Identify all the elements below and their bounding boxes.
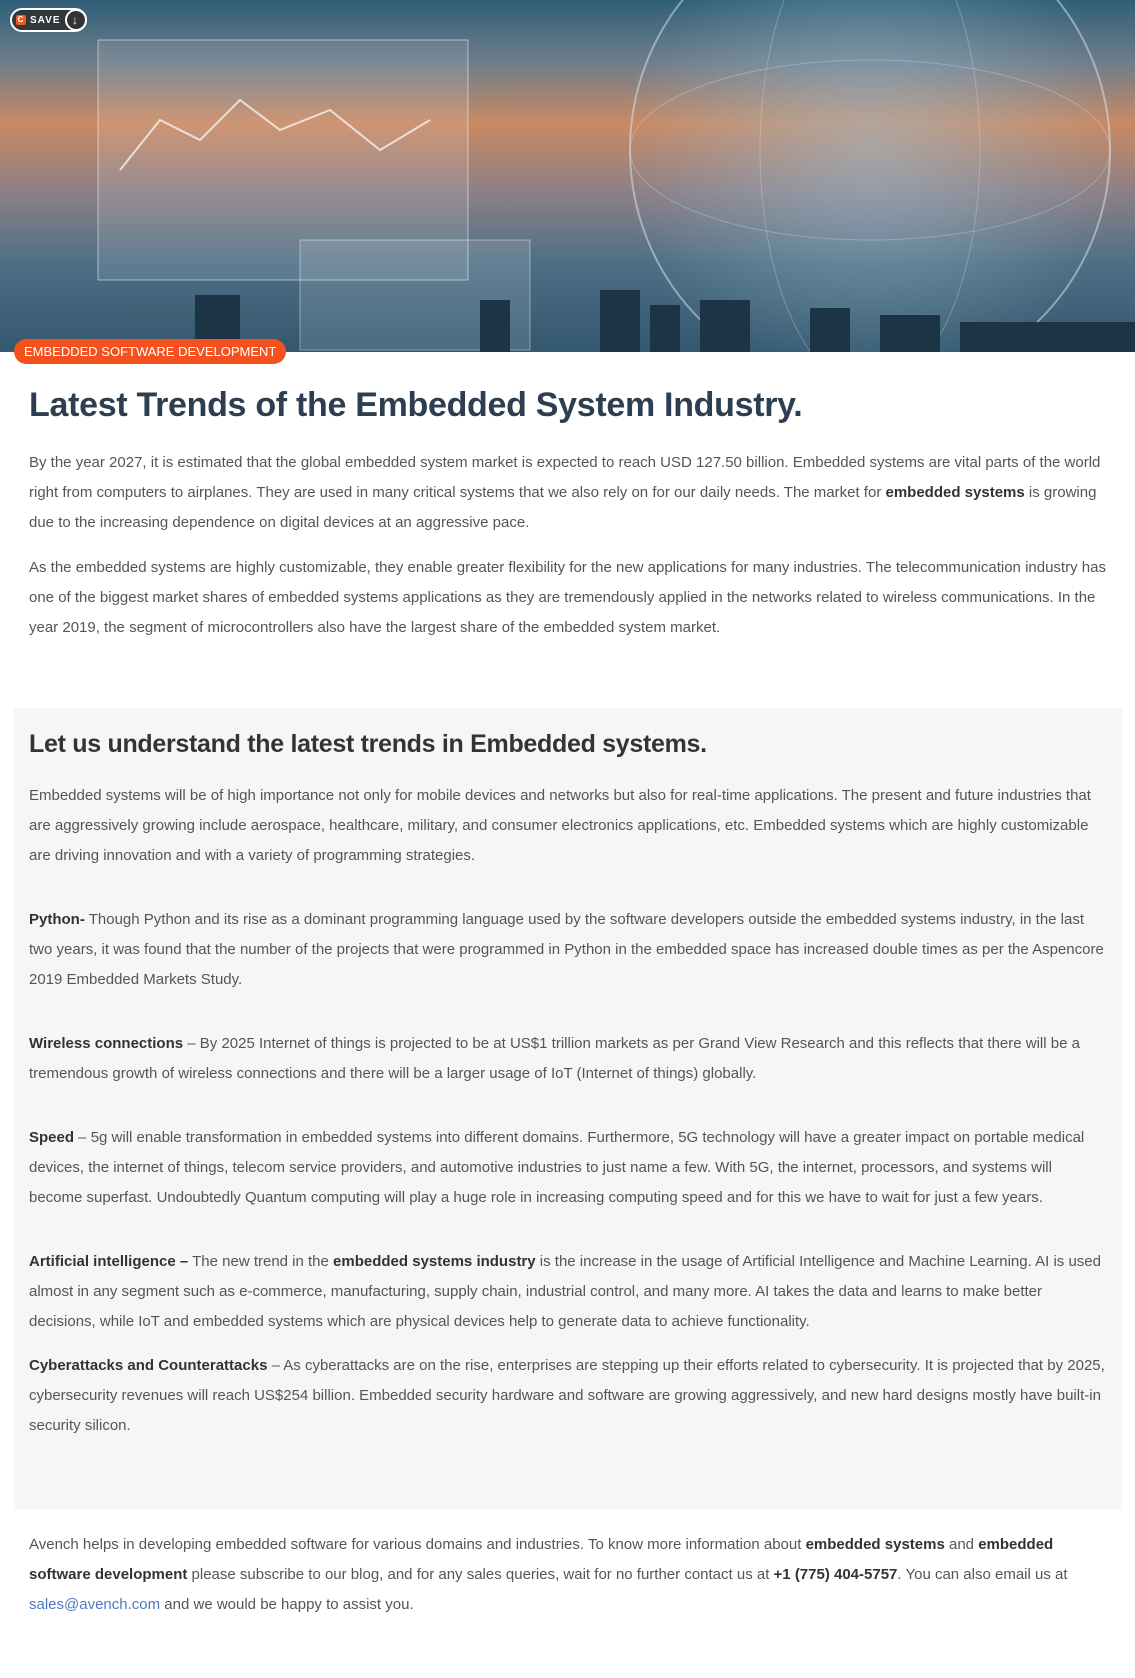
trend-label: Cyberattacks and Counterattacks — [29, 1357, 268, 1374]
text: and we would be happy to assist you. — [160, 1596, 414, 1613]
download-icon: ↓ — [65, 9, 87, 31]
footer-paragraph — [29, 1530, 1107, 1620]
text: – As cyberattacks are on the rise, enterprises are stepping up their efforts related to cybersecurity. It is projected that by 2025, cybersecurity revenues will reach US$254 billion. Embedded security hardware and software are growing aggressively, and new hard designs mostly have built-in security silicon. — [29, 1357, 1105, 1434]
text: is the increase in the usage of Artificial Intelligence and Machine Learning. AI is used almost in any segment such as e-commerce, manufacturing, supply chain, industrial control, and many more. AI takes the data and learns to make better decisions, while IoT and embedded systems which are physical devices help to generate data to achieve functionality. — [29, 1253, 1101, 1330]
footer-section — [29, 1530, 1107, 1620]
hero-image — [0, 0, 1135, 352]
trend-wireless — [29, 1029, 1107, 1089]
trend-label: Artificial intelligence – — [29, 1253, 189, 1270]
trend-label: Python- — [29, 911, 85, 928]
brand-logo-icon: C — [17, 15, 25, 24]
trends-heading: Let us understand the latest trends in Embedded systems. — [29, 730, 707, 758]
email-link[interactable]: sales@avench.com — [29, 1596, 161, 1613]
intro-section — [29, 448, 1107, 643]
trend-ai — [29, 1247, 1107, 1337]
text: – By 2025 Internet of things is projected to be at US$1 trillion markets as per Grand View Research and this reflects that there will be a tremendous growth of wireless connections and there will be a larger usage of IoT (Internet of things) globally. — [29, 1035, 1080, 1082]
intro-paragraph-1 — [29, 448, 1107, 538]
text: please subscribe to our blog, and for any sales queries, wait for no further contact us at — [187, 1566, 774, 1583]
text: The new trend in the — [188, 1253, 334, 1270]
save-label: SAVE — [30, 14, 61, 26]
intro-paragraph-2: As the embedded systems are highly customizable, they enable greater flexibility for the new applications for many industries. The telecommunication industry has one of the biggest market shares of embedded systems applications as they are tremendously applied in the networks related to wireless communications. In the year 2019, the segment of microcontrollers also have the largest share of the embedded system market. — [29, 559, 1106, 636]
trend-python — [29, 905, 1107, 995]
hero-illustration — [0, 0, 1135, 352]
phone-number: +1 (775) 404-5757 — [773, 1566, 898, 1583]
text: and — [944, 1536, 979, 1553]
text: By the year 2027, it is estimated that the global embedded system market is expected to reach USD 127.50 billion. Embedded systems are vital parts of the world right from computers to airplanes. They are used in many critical systems that we also rely on for our daily needs. The market for — [29, 454, 1101, 501]
trends-intro: Embedded systems will be of high importance not only for mobile devices and networks but also for real-time applications. The present and future industries that are aggressively growing include aerospace, healthcare, military, and consumer electronics applications, etc. Embedded systems which are highly customizable are driving innovation and with a variety of programming strategies. — [29, 787, 1091, 864]
bold-text: embedded systems — [885, 484, 1025, 501]
save-button[interactable] — [10, 8, 87, 32]
trend-speed — [29, 1123, 1107, 1213]
text: Avench helps in developing embedded software for various domains and industries. To know more information about — [29, 1536, 806, 1553]
text: Though Python and its rise as a dominant programming language used by the software developers outside the embedded systems industry, in the last two years, it was found that the number of the projects that were programmed in Python in the embedded space has increased double times as per the Aspencore 2019 Embedded Markets Study. — [29, 911, 1104, 988]
category-badge[interactable]: EMBEDDED SOFTWARE DEVELOPMENT — [14, 339, 286, 364]
trend-label: Wireless connections — [29, 1035, 184, 1052]
text: . You can also email us at — [897, 1566, 1068, 1583]
trends-content — [29, 781, 1107, 1441]
trend-label: Speed — [29, 1129, 75, 1146]
text: – 5g will enable transformation in embedded systems into different domains. Furthermore, 5G technology will have a greater impact on portable medical devices, the internet of things, telecom service providers, and automotive industries to just name a few. With 5G, the internet, processors, and systems will become superfast. Undoubtedly Quantum computing will play a huge role in increasing computing speed and for this we have to wait for just a few years. — [29, 1129, 1085, 1206]
page-title: Latest Trends of the Embedded System Industry. — [29, 386, 803, 424]
bold-text: embedded systems — [805, 1536, 945, 1553]
text: is growing due to the increasing dependence on digital devices at an aggressive pace. — [29, 484, 1097, 531]
trend-cyber — [29, 1351, 1107, 1441]
bold-text: embedded systems industry — [333, 1253, 536, 1270]
bold-text: embedded software development — [29, 1536, 1054, 1583]
